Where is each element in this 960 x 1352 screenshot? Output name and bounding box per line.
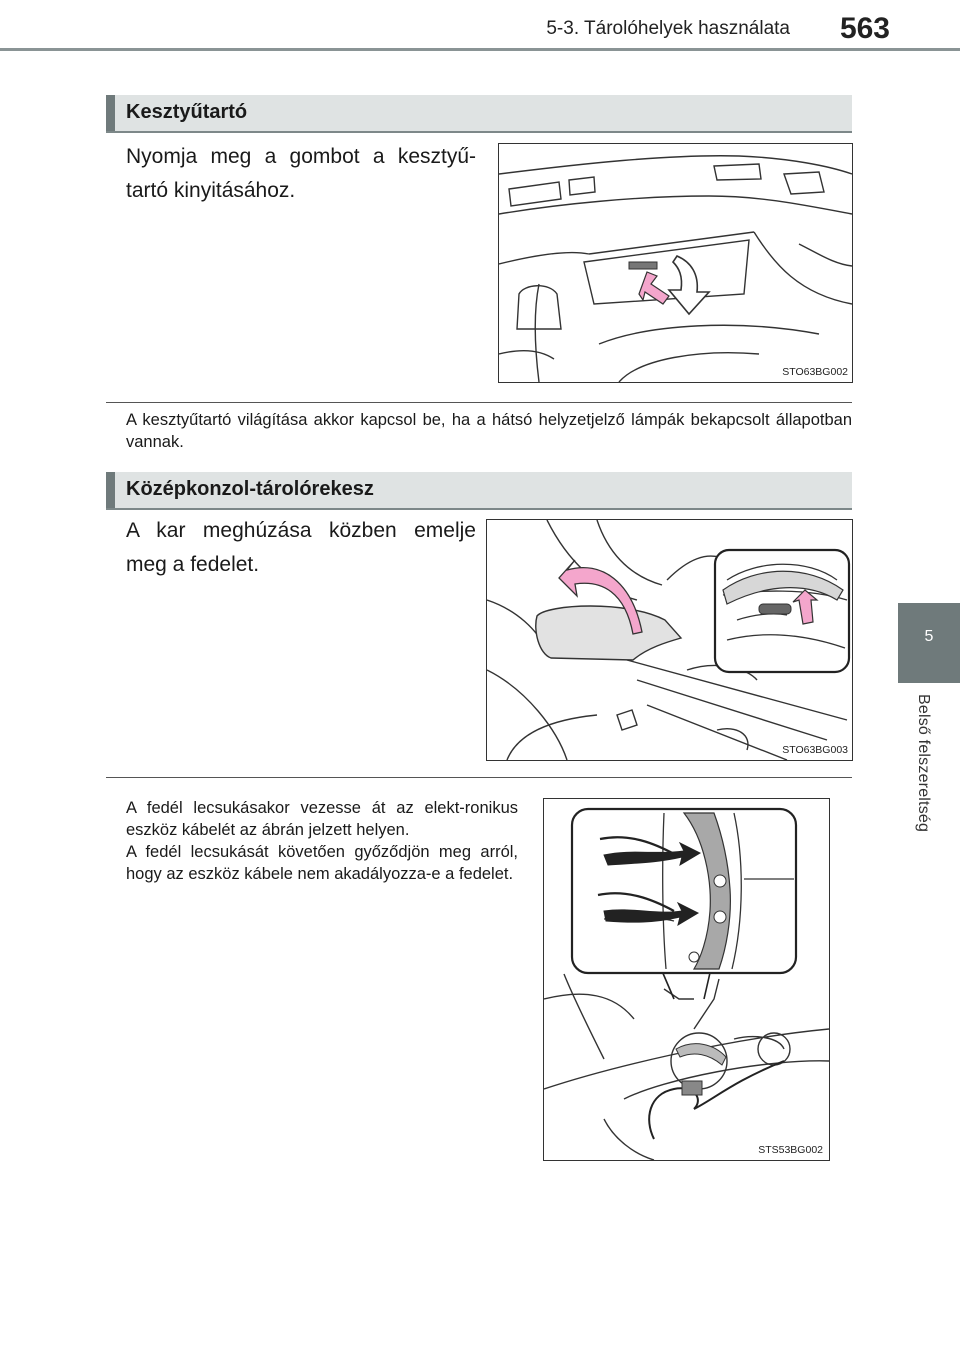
heading-accent-bar [106,472,115,508]
chapter-number: 5 [924,628,934,645]
figure-code: STO63BG003 [782,744,848,756]
section-heading-console [106,472,852,510]
running-header-section: 5-3. Tárolóhelyek használata [546,18,790,39]
cable-routing-figure [543,798,830,1161]
chapter-title-text: Belső felszereltség [915,694,932,833]
glovebox-figure [498,143,853,383]
glovebox-illustration [499,144,852,382]
divider [106,777,852,778]
glovebox-instruction: Nyomja meg a gombot a kesztyű-tartó kinyitásához. [126,145,476,202]
page-number: 563 [839,12,890,45]
section-heading-glovebox [106,95,852,133]
glovebox-light-note: A kesztyűtartó világítása akkor kapcsol be, ha a hátsó helyzetjelző lámpák bekapcsolt állapotban vannak. [126,411,852,451]
section-title: Középkonzol-tárolórekesz [126,478,374,500]
section-title: Kesztyűtartó [126,101,248,123]
figure-code: STO63BG002 [782,366,848,378]
heading-accent-bar [106,95,115,131]
console-box-figure [486,519,853,761]
chapter-title [914,694,944,884]
cable-routing-illustration [544,799,829,1160]
header-rule [0,48,960,51]
divider [106,402,852,403]
console-instruction: A kar meghúzása közben emelje meg a fedelet. [126,519,476,576]
figure-code: STS53BG002 [758,1144,823,1156]
console-box-illustration [487,520,852,760]
cable-routing-note: A fedél lecsukásakor vezesse át az elekt-ronikus eszköz kábelét az ábrán jelzett helyen. A fedél lecsukását követően győződjön meg arról, hogy az eszköz kábele nem akadályozza-e a fedelet. [126,799,518,883]
